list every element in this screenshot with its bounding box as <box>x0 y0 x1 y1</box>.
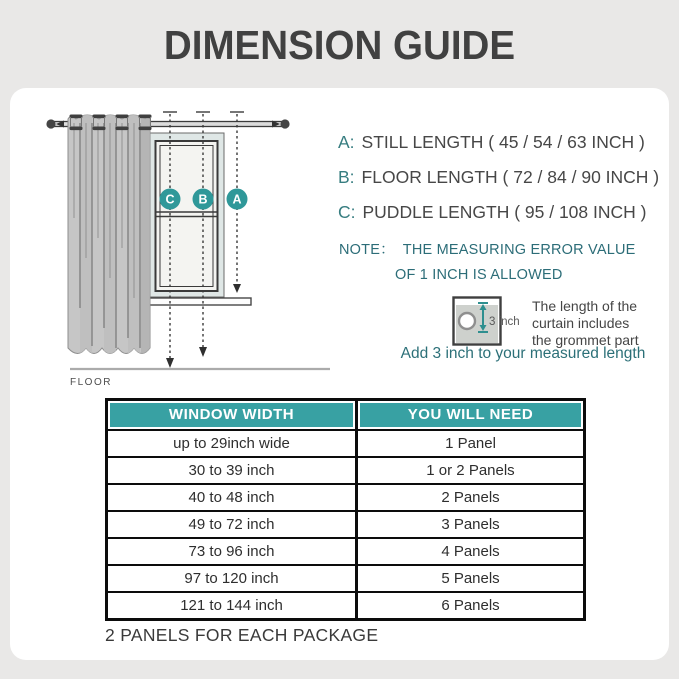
note-text-line2: OF 1 INCH IS ALLOWED <box>395 267 563 283</box>
panels-cell: 6 Panels <box>357 592 585 620</box>
add-three-inch-note: Add 3 inch to your measured length <box>400 345 646 362</box>
still-length-prefix: A: <box>338 132 355 152</box>
arrowhead-a-icon <box>233 284 241 293</box>
note-text-line1: THE MEASURING ERROR VALUE <box>402 242 636 258</box>
panel-count-table <box>105 398 586 621</box>
content-card <box>10 88 669 660</box>
length-definitions <box>338 132 659 237</box>
marker-badges <box>160 189 248 210</box>
table-row <box>107 565 585 592</box>
arrowhead-c-icon <box>166 358 174 368</box>
curtain-panel <box>68 111 152 361</box>
still-length-text: STILL LENGTH ( 45 / 54 / 63 INCH ) <box>361 132 645 152</box>
grommet-ring-icon <box>459 313 475 329</box>
window-width-header-label: WINDOW WIDTH <box>110 403 353 427</box>
panels-cell: 5 Panels <box>357 565 585 592</box>
rod-finial-left <box>46 119 55 128</box>
panels-cell: 4 Panels <box>357 538 585 565</box>
still-length-line <box>338 132 659 153</box>
width-cell: 30 to 39 inch <box>107 457 357 484</box>
panels-cell: 2 Panels <box>357 484 585 511</box>
rod-finial-right <box>280 119 289 128</box>
window-width-header <box>107 400 357 431</box>
page-title: DIMENSION GUIDE <box>163 22 516 68</box>
floor-label: FLOOR <box>70 377 112 388</box>
grommet-desc-line3: the grommet part <box>532 332 639 348</box>
table-row <box>107 592 585 620</box>
table-row <box>107 484 585 511</box>
grommet-inset-diagram <box>452 296 537 346</box>
you-will-need-header-label: YOU WILL NEED <box>360 403 581 427</box>
grommet-desc-line1: The length of the <box>532 298 638 314</box>
table-row <box>107 538 585 565</box>
window-illustration <box>148 133 251 305</box>
width-cell: up to 29inch wide <box>107 430 357 457</box>
grommet-description <box>532 298 639 349</box>
package-note: 2 PANELS FOR EACH PACKAGE <box>105 625 379 645</box>
arrowhead-b-icon <box>199 347 207 357</box>
marker-b-label: B <box>198 192 208 207</box>
floor-length-text: FLOOR LENGTH ( 72 / 84 / 90 INCH ) <box>361 167 660 187</box>
table-header-row <box>107 400 585 431</box>
width-cell: 73 to 96 inch <box>107 538 357 565</box>
width-cell: 49 to 72 inch <box>107 511 357 538</box>
grommet-measure-label: 3 inch <box>489 316 520 328</box>
width-cell: 40 to 48 inch <box>107 484 357 511</box>
window-sill <box>148 298 251 305</box>
width-cell: 121 to 144 inch <box>107 592 357 620</box>
marker-c-label: C <box>165 192 175 207</box>
marker-a-label: A <box>232 192 242 207</box>
grommet-desc-line2: curtain includes <box>532 315 630 331</box>
panels-cell: 3 Panels <box>357 511 585 538</box>
puddle-length-prefix: C: <box>338 202 356 222</box>
table-row <box>107 430 585 457</box>
puddle-length-line <box>338 202 659 223</box>
table-row <box>107 511 585 538</box>
width-cell: 97 to 120 inch <box>107 565 357 592</box>
table-row <box>107 457 585 484</box>
panels-cell: 1 Panel <box>357 430 585 457</box>
note-label: NOTE： <box>339 242 395 258</box>
floor-length-prefix: B: <box>338 167 355 187</box>
floor-length-line <box>338 167 659 188</box>
you-will-need-header <box>357 400 585 431</box>
panels-cell: 1 or 2 Panels <box>357 457 585 484</box>
puddle-length-text: PUDDLE LENGTH ( 95 / 108 INCH ) <box>362 202 647 222</box>
measuring-note <box>339 238 636 283</box>
curtain-diagram <box>40 98 340 390</box>
